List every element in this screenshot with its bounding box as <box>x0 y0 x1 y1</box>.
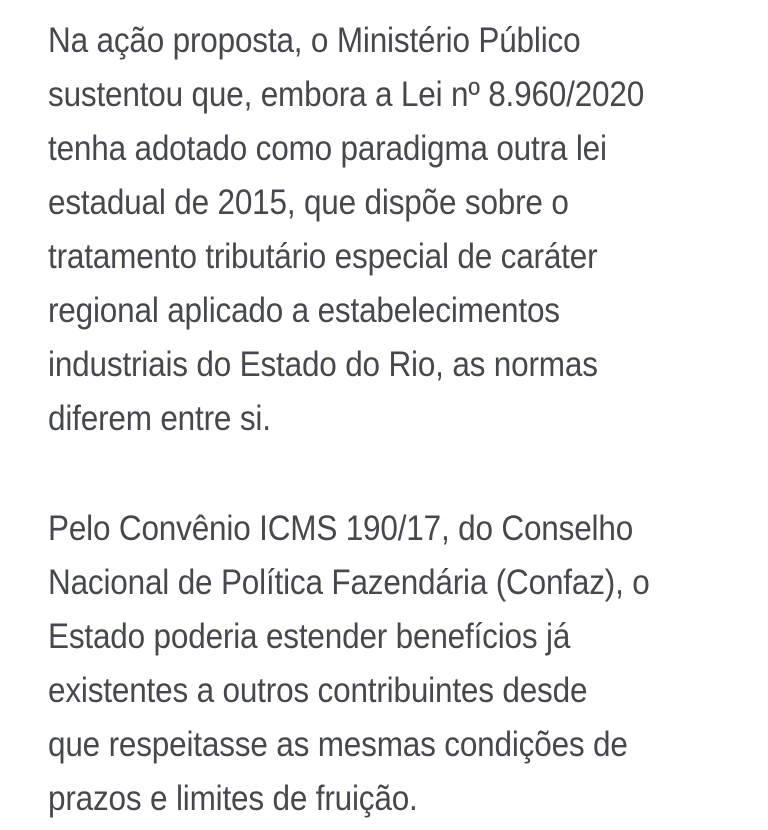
text-line: regional aplicado a estabelecimentos <box>48 291 560 330</box>
text-line: Pelo Convênio ICMS 190/17, do Conselho <box>48 509 634 548</box>
text-line: Nacional de Política Fazendária (Confaz), o <box>48 563 650 602</box>
text-line: Na ação proposta, o Ministério Público <box>48 21 581 60</box>
text-line: tenha adotado como paradigma outra lei <box>48 129 607 168</box>
text-line: industriais do Estado do Rio, as normas <box>48 345 598 384</box>
text-line: diferem entre si. <box>48 399 271 438</box>
text-line: prazos e limites de fruição. <box>48 779 418 818</box>
text-line: Estado poderia estender benefícios já <box>48 617 571 656</box>
text-line: sustentou que, embora a Lei nº 8.960/2020 <box>48 75 645 114</box>
text-line: tratamento tributário especial de caráter <box>48 237 598 276</box>
paragraph-2 <box>48 502 768 826</box>
text-line: estadual de 2015, que dispõe sobre o <box>48 183 569 222</box>
text-line: que respeitasse as mesmas condições de <box>48 725 628 764</box>
paragraph-1 <box>48 14 768 446</box>
text-line: existentes a outros contribuintes desde <box>48 671 588 710</box>
